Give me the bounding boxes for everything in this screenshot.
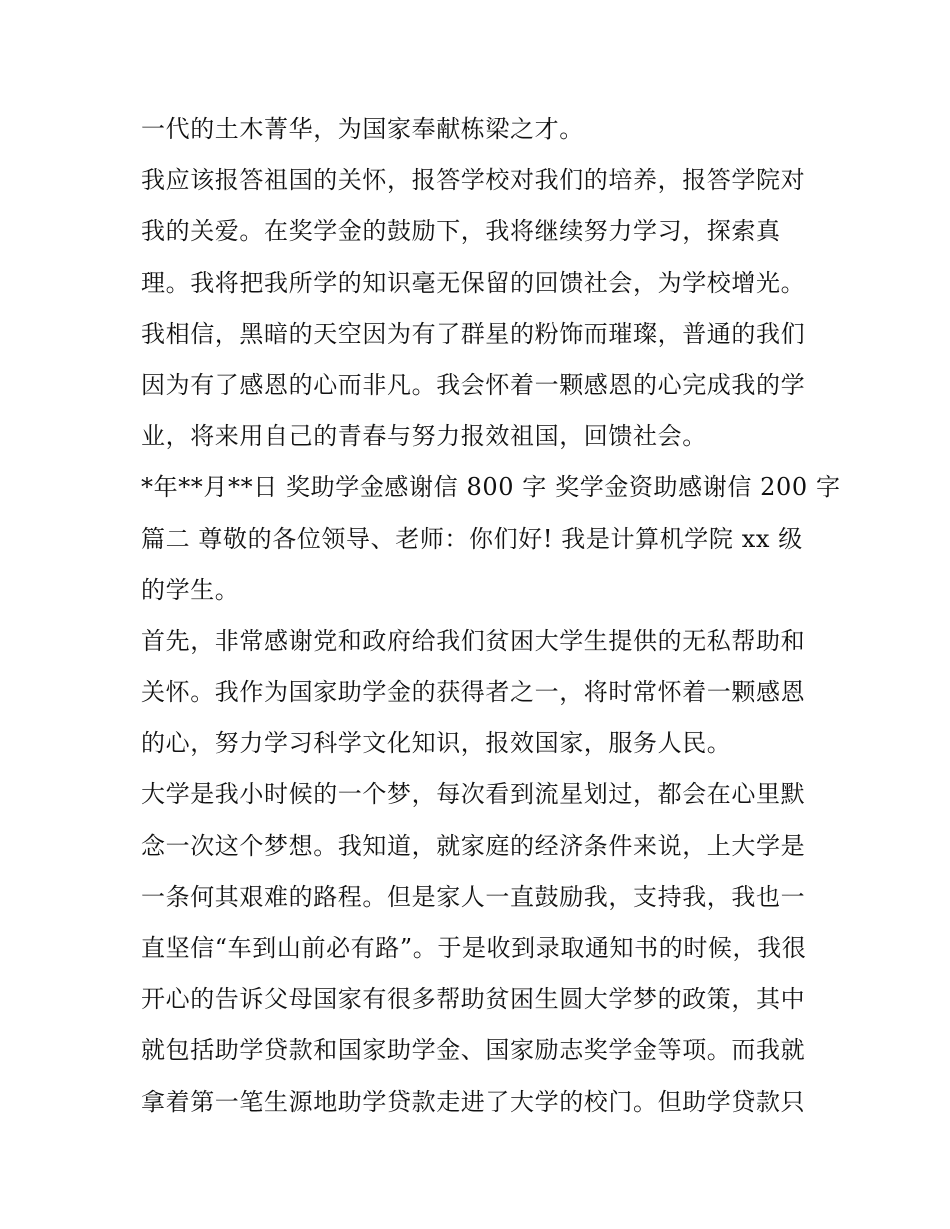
text-line: 一代的土木菁华，为国家奉献栋梁之才。 [141,115,584,143]
text-line: *年**月**日 奖助学金感谢信 800 字 奖学金资助感谢信 200 字 [141,473,841,502]
text-line: 因为有了感恩的心而非凡。我会怀着一颗感恩的心完成我的学 [141,370,806,399]
text-line: 的心，努力学习科学文化知识，报效国家，服务人民。 [141,729,732,758]
text-line: 关怀。我作为国家助学金的获得者之一，将时常怀着一颗感恩 [141,678,806,707]
text-line: 念一次这个梦想。我知道，就家庭的经济条件来说，上大学是 [141,831,806,860]
text-line: 我相信，黑暗的天空因为有了群星的粉饰而璀璨，普通的我们 [141,319,806,348]
text-line: 拿着第一笔生源地助学贷款走进了大学的校门。但助学贷款只 [141,1087,806,1116]
text-line: 篇二 尊敬的各位领导、老师：你们好! 我是计算机学院 xx 级 [141,524,803,553]
text-line: 开心的告诉父母国家有很多帮助贫困生圆大学梦的政策，其中 [141,985,806,1014]
text-line: 一条何其艰难的路程。但是家人一直鼓励我，支持我，我也一 [141,882,806,911]
text-line: 理。我将把我所学的知识毫无保留的回馈社会，为学校增光。 [141,268,806,297]
text-line: 直坚信“车到山前必有路”。于是收到录取通知书的时候，我很 [141,934,807,962]
text-line: 我应该报答祖国的关怀，报答学校对我们的培养，报答学院对 [141,166,806,195]
text-line: 的学生。 [141,575,240,604]
text-line: 大学是我小时候的一个梦，每次看到流星划过，都会在心里默 [141,780,806,809]
document-body [141,107,841,1131]
text-line: 就包括助学贷款和国家助学金、国家励志奖学金等项。而我就 [141,1036,806,1065]
text-line: 业，将来用自己的青春与努力报效祖国，回馈社会。 [141,422,707,451]
text-line: 我的关爱。在奖学金的鼓励下，我将继续努力学习，探索真 [141,217,781,246]
text-line: 首先，非常感谢党和政府给我们贫困大学生提供的无私帮助和 [141,626,806,655]
